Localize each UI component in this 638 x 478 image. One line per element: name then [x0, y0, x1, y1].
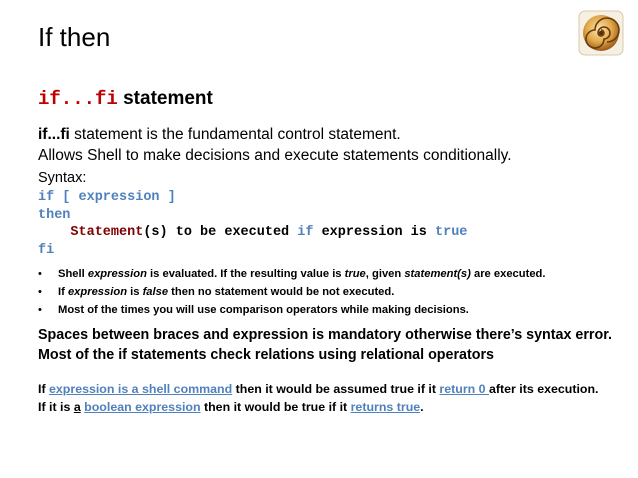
intro-line-2: Allows Shell to make decisions and execute statements conditionally.: [38, 147, 512, 164]
slide-title: If then: [38, 22, 111, 52]
bullet-item: • If expression is false then no statement would be not executed.: [38, 283, 546, 301]
code-line-3: Statement(s) to be executed if expression is true: [70, 225, 468, 240]
spiral-shell-logo-icon: [578, 10, 624, 56]
syntax-code-block: [38, 189, 467, 259]
syntax-label: Syntax:: [38, 170, 87, 186]
link-shell-command[interactable]: expression is a shell command: [49, 382, 233, 396]
footer-text: [38, 380, 598, 416]
section-heading: [38, 88, 213, 110]
link-boolean-expression[interactable]: boolean expression: [84, 400, 201, 414]
bullet-item: • Most of the times you will use comparison operators while making decisions.: [38, 301, 546, 319]
section-label: statement: [123, 88, 213, 109]
note-text: [38, 325, 612, 365]
link-return-0[interactable]: return 0: [439, 382, 489, 396]
section-keyword: if...fi: [38, 88, 118, 110]
intro-text: [38, 124, 512, 166]
footer-line-1: If expression is a shell command then it would be assumed true if it return 0 after its execution.: [38, 382, 599, 396]
code-line-1: if [ expression ]: [38, 190, 176, 205]
code-line-4: fi: [38, 242, 55, 258]
footer-line-2: If it is a boolean expression then it would be true if it returns true.: [38, 400, 424, 414]
note-line-1: Spaces between braces and expression is mandatory otherwise there’s syntax error.: [38, 327, 612, 343]
note-line-2: Most of the if statements check relations using relational operators: [38, 347, 495, 363]
bullet-item: • Shell expression is evaluated. If the resulting value is true, given statement(s) are executed.: [38, 265, 546, 283]
link-returns-true[interactable]: returns true: [350, 400, 421, 414]
code-line-2: then: [38, 207, 71, 223]
intro-line-1: if...fi statement is the fundamental control statement.: [38, 126, 401, 143]
bullet-list: [38, 265, 546, 319]
